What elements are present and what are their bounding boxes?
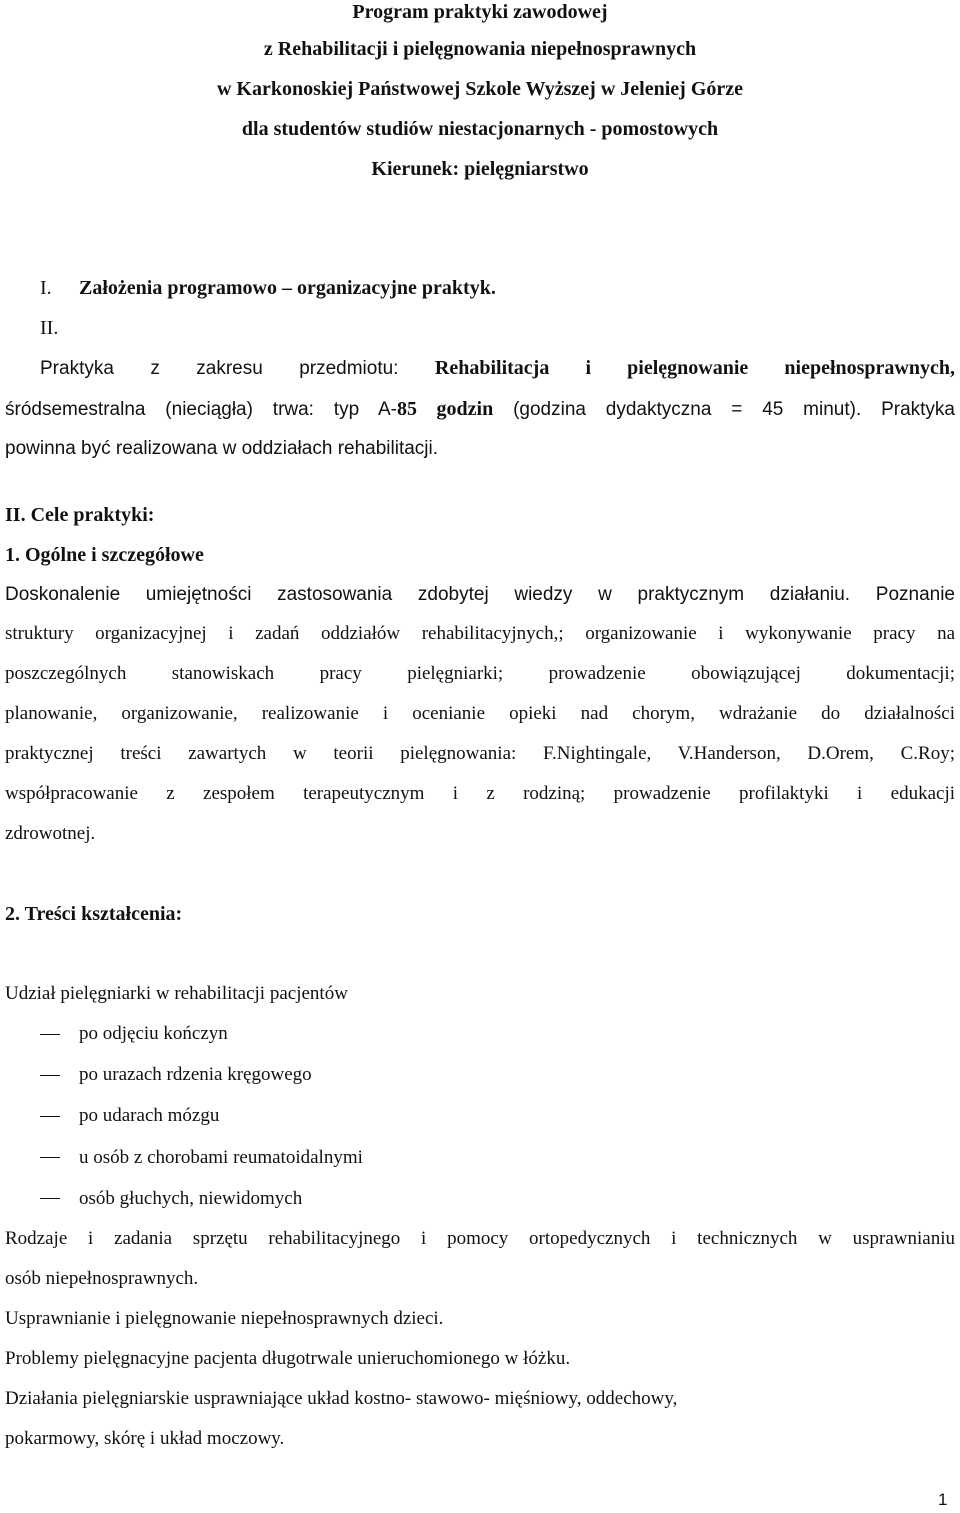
document-subtitle-course: z Rehabilitacji i pielęgnowania niepełnosprawnych <box>263 38 697 60</box>
section-2-number: II. <box>40 317 59 339</box>
goals-subheading-general: 1. Ogólne i szczegółowe <box>5 544 204 566</box>
practice-hour-definition: (godzina dydaktyczna = 45 minut). Praktyka <box>493 399 955 420</box>
practice-scope-label: Praktyka z zakresu przedmiotu: <box>40 358 435 379</box>
content-heading: 2. Treści kształcenia: <box>5 903 183 925</box>
goals-paragraph-line: praktycznej treści zawartych w teorii pielęgnowania: F.Nightingale, V.Handerson, D.Orem, C.Roy; <box>5 743 955 764</box>
nursing-actions-line-2: pokarmowy, skórę i układ moczowy. <box>5 1428 285 1449</box>
practice-scope-line-2 <box>5 397 955 422</box>
dash-bullet-icon <box>40 1198 60 1199</box>
content-intro: Udział pielęgniarki w rehabilitacji pacjentów <box>5 983 348 1004</box>
nursing-actions-line-1: Działania pielęgniarskie usprawniające układ kostno- stawowo- mięśniowy, oddechowy, <box>5 1388 678 1409</box>
document-subtitle-school: w Karkonoskiej Państwowej Szkole Wyższej w Jeleniej Górze <box>216 78 743 100</box>
list-item: po urazach rdzenia kręgowego <box>79 1064 312 1085</box>
list-item: osób głuchych, niewidomych <box>79 1188 303 1209</box>
document-subtitle-field: Kierunek: pielęgniarstwo <box>371 158 589 180</box>
dash-bullet-icon <box>40 1075 60 1076</box>
equipment-paragraph-line-1: Rodzaje i zadania sprzętu rehabilitacyjnego i pomocy ortopedycznych i technicznych w usprawnianiu <box>5 1228 955 1249</box>
practice-hours: 85 godzin <box>396 398 494 420</box>
nursing-problems-paragraph: Problemy pielęgnacyjne pacjenta długotrwale unieruchomionego w łóżku. <box>5 1348 571 1369</box>
equipment-paragraph-line-2: osób niepełnosprawnych. <box>5 1268 199 1289</box>
goals-heading: II. Cele praktyki: <box>5 504 155 526</box>
list-item: po udarach mózgu <box>79 1105 220 1126</box>
goals-paragraph-line-last: zdrowotnej. <box>5 823 96 844</box>
goals-paragraph-line: planowanie, organizowanie, realizowanie i ocenianie opieki nad chorym, wdrażanie do działalności <box>5 703 955 724</box>
goals-paragraph-line: poszczególnych stanowiskach pracy pielęgniarki; prowadzenie obowiązującej dokumentacji; <box>5 663 955 684</box>
section-1-number: I. <box>40 277 52 299</box>
practice-scope-line-1 <box>40 356 955 381</box>
section-1-title: Założenia programowo – organizacyjne praktyk. <box>79 277 496 299</box>
goals-paragraph-line: współpracowanie z zespołem terapeutycznym i z rodziną; prowadzenie profilaktyki i edukacji <box>5 783 955 804</box>
page-number: 1 <box>938 1490 948 1509</box>
list-item: u osób z chorobami reumatoidalnymi <box>79 1147 363 1168</box>
dash-bullet-icon <box>40 1034 60 1035</box>
children-rehabilitation-paragraph: Usprawnianie i pielęgnowanie niepełnosprawnych dzieci. <box>5 1308 444 1329</box>
dash-bullet-icon <box>40 1116 60 1117</box>
goals-paragraph-line: Doskonalenie umiejętności zastosowania zdobytej wiedzy w praktycznym działaniu. Poznanie <box>5 584 955 605</box>
document-subtitle-students: dla studentów studiów niestacjonarnych - pomostowych <box>241 118 719 140</box>
practice-subject: Rehabilitacja i pielęgnowanie niepełnosprawnych, <box>434 357 955 379</box>
dash-bullet-icon <box>40 1157 60 1158</box>
list-item: po odjęciu kończyn <box>79 1023 228 1044</box>
document-title: Program praktyki zawodowej <box>352 1 608 23</box>
goals-paragraph-line: struktury organizacyjnej i zadań oddziałów rehabilitacyjnych,; organizowanie i wykonywanie pracy na <box>5 623 955 644</box>
practice-scope-line-3: powinna być realizowana w oddziałach rehabilitacji. <box>5 438 439 459</box>
practice-type-text: śródsemestralna (nieciągła) trwa: typ A- <box>5 399 397 420</box>
